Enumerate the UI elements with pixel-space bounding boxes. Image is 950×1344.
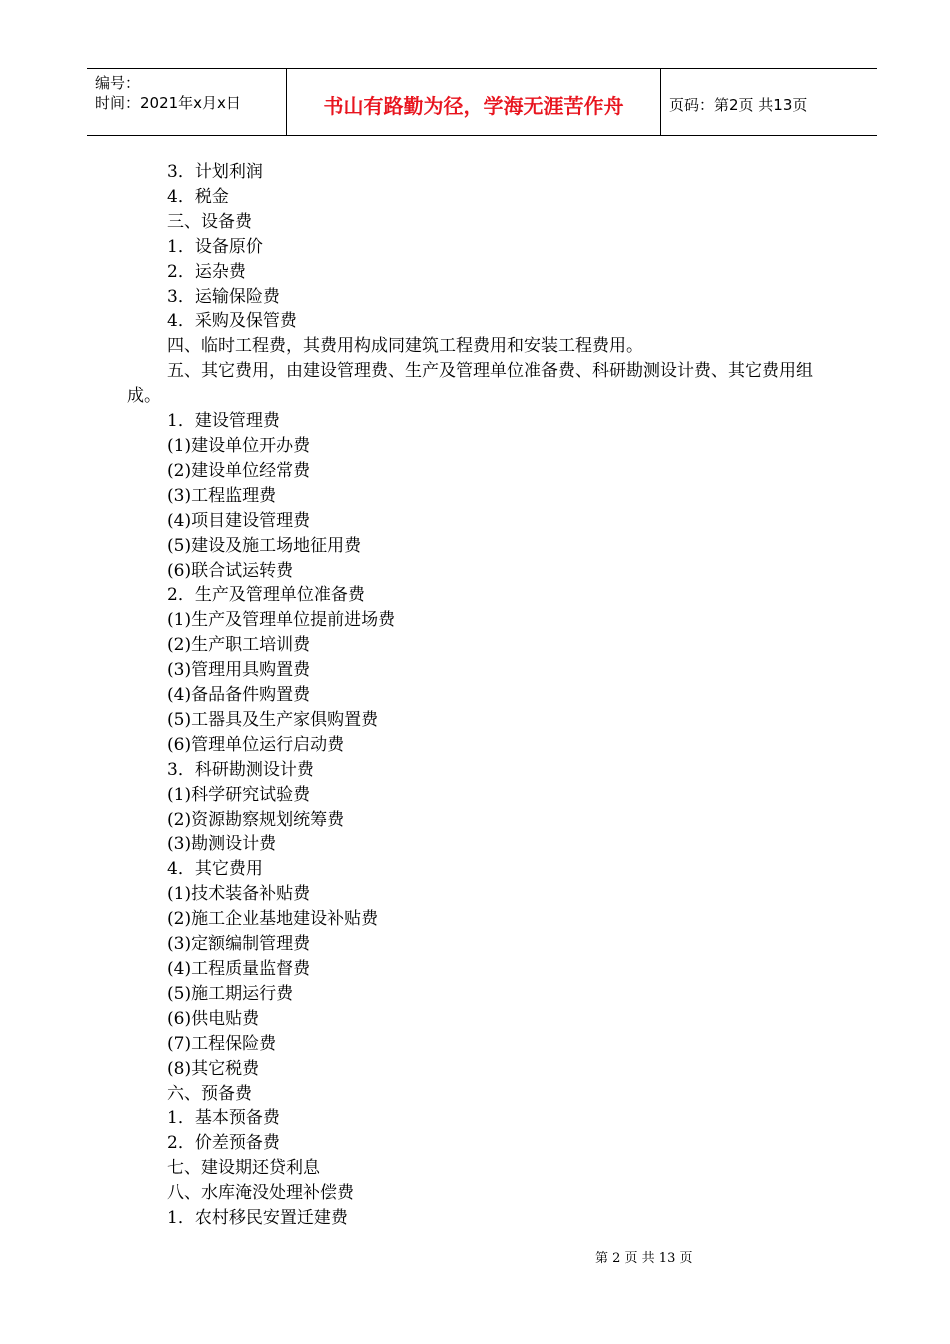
text-line: (6)供电贴费 — [167, 1008, 260, 1029]
text-paragraph: 五、其它费用，由建设管理费、生产及管理单位准备费、科研勘测设计费、其它费用组成。 — [127, 361, 813, 407]
text-line: 七、建设期还贷利息 — [167, 1158, 320, 1179]
text-line: (3)勘测设计费 — [167, 834, 277, 855]
text-line: (1)技术装备补贴费 — [167, 884, 311, 905]
text-line: 1．基本预备费 — [167, 1108, 280, 1129]
text-line: (5)建设及施工场地征用费 — [167, 535, 362, 556]
text-line: (4)备品备件购置费 — [167, 685, 311, 706]
text-line: 3．计划利润 — [167, 162, 263, 182]
text-line: 3．运输保险费 — [167, 286, 280, 307]
text-line: 八、水库淹没处理补偿费 — [167, 1183, 354, 1204]
page-footer — [0, 1247, 950, 1266]
text-line: (2)资源勘察规划统筹费 — [167, 809, 345, 830]
header-time-label: 时间：2021年x月x日 — [95, 94, 241, 112]
text-line: (1)建设单位开办费 — [167, 435, 311, 456]
text-line: 2．生产及管理单位准备费 — [167, 585, 365, 606]
document-body — [127, 160, 845, 1231]
text-line: 4．采购及保管费 — [167, 311, 297, 332]
text-line: (8)其它税费 — [167, 1058, 260, 1079]
header-motto: 书山有路勤为径，学海无涯苦作舟 — [287, 69, 661, 135]
header-number-label: 编号： — [95, 74, 141, 92]
text-line: 1．建设管理费 — [167, 411, 280, 432]
text-line: (3)定额编制管理费 — [167, 934, 311, 955]
text-line: (3)工程监理费 — [167, 485, 277, 506]
text-line: (2)施工企业基地建设补贴费 — [167, 909, 379, 930]
text-line: (4)项目建设管理费 — [167, 510, 311, 531]
text-line: (1)生产及管理单位提前进场费 — [167, 610, 396, 631]
text-line: 3．科研勘测设计费 — [167, 759, 314, 780]
text-line: (4)工程质量监督费 — [167, 959, 311, 979]
text-line: 四、临时工程费，其费用构成同建筑工程费用和安装工程费用。 — [167, 336, 643, 357]
text-line: 2．价差预备费 — [167, 1133, 280, 1154]
text-line: (3)管理用具购置费 — [167, 660, 311, 681]
text-line: 三、设备费 — [167, 211, 252, 232]
text-line: (5)施工期运行费 — [167, 983, 294, 1004]
header-page-info: 页码：第2页 共13页 — [669, 95, 808, 114]
page-header — [87, 68, 877, 136]
text-line: (2)建设单位经常费 — [167, 460, 311, 481]
text-line: 4．税金 — [167, 186, 229, 207]
text-line: (6)联合试运转费 — [167, 560, 294, 581]
text-line: 1．农村移民安置迁建费 — [167, 1208, 348, 1229]
text-line: (2)生产职工培训费 — [167, 635, 311, 656]
text-line: 4．其它费用 — [167, 859, 263, 880]
text-line: (5)工器具及生产家俱购置费 — [167, 709, 379, 730]
header-left-cell — [87, 69, 287, 135]
text-line: (1)科学研究试验费 — [167, 784, 311, 805]
text-line: 1．设备原价 — [167, 236, 263, 257]
footer-page-number: 第 2 页 共 13 页 — [595, 1251, 693, 1266]
text-line: 2．运杂费 — [167, 261, 246, 282]
text-line: (6)管理单位运行启动费 — [167, 734, 345, 755]
text-line: (7)工程保险费 — [167, 1033, 277, 1054]
text-line: 六、预备费 — [167, 1083, 252, 1104]
